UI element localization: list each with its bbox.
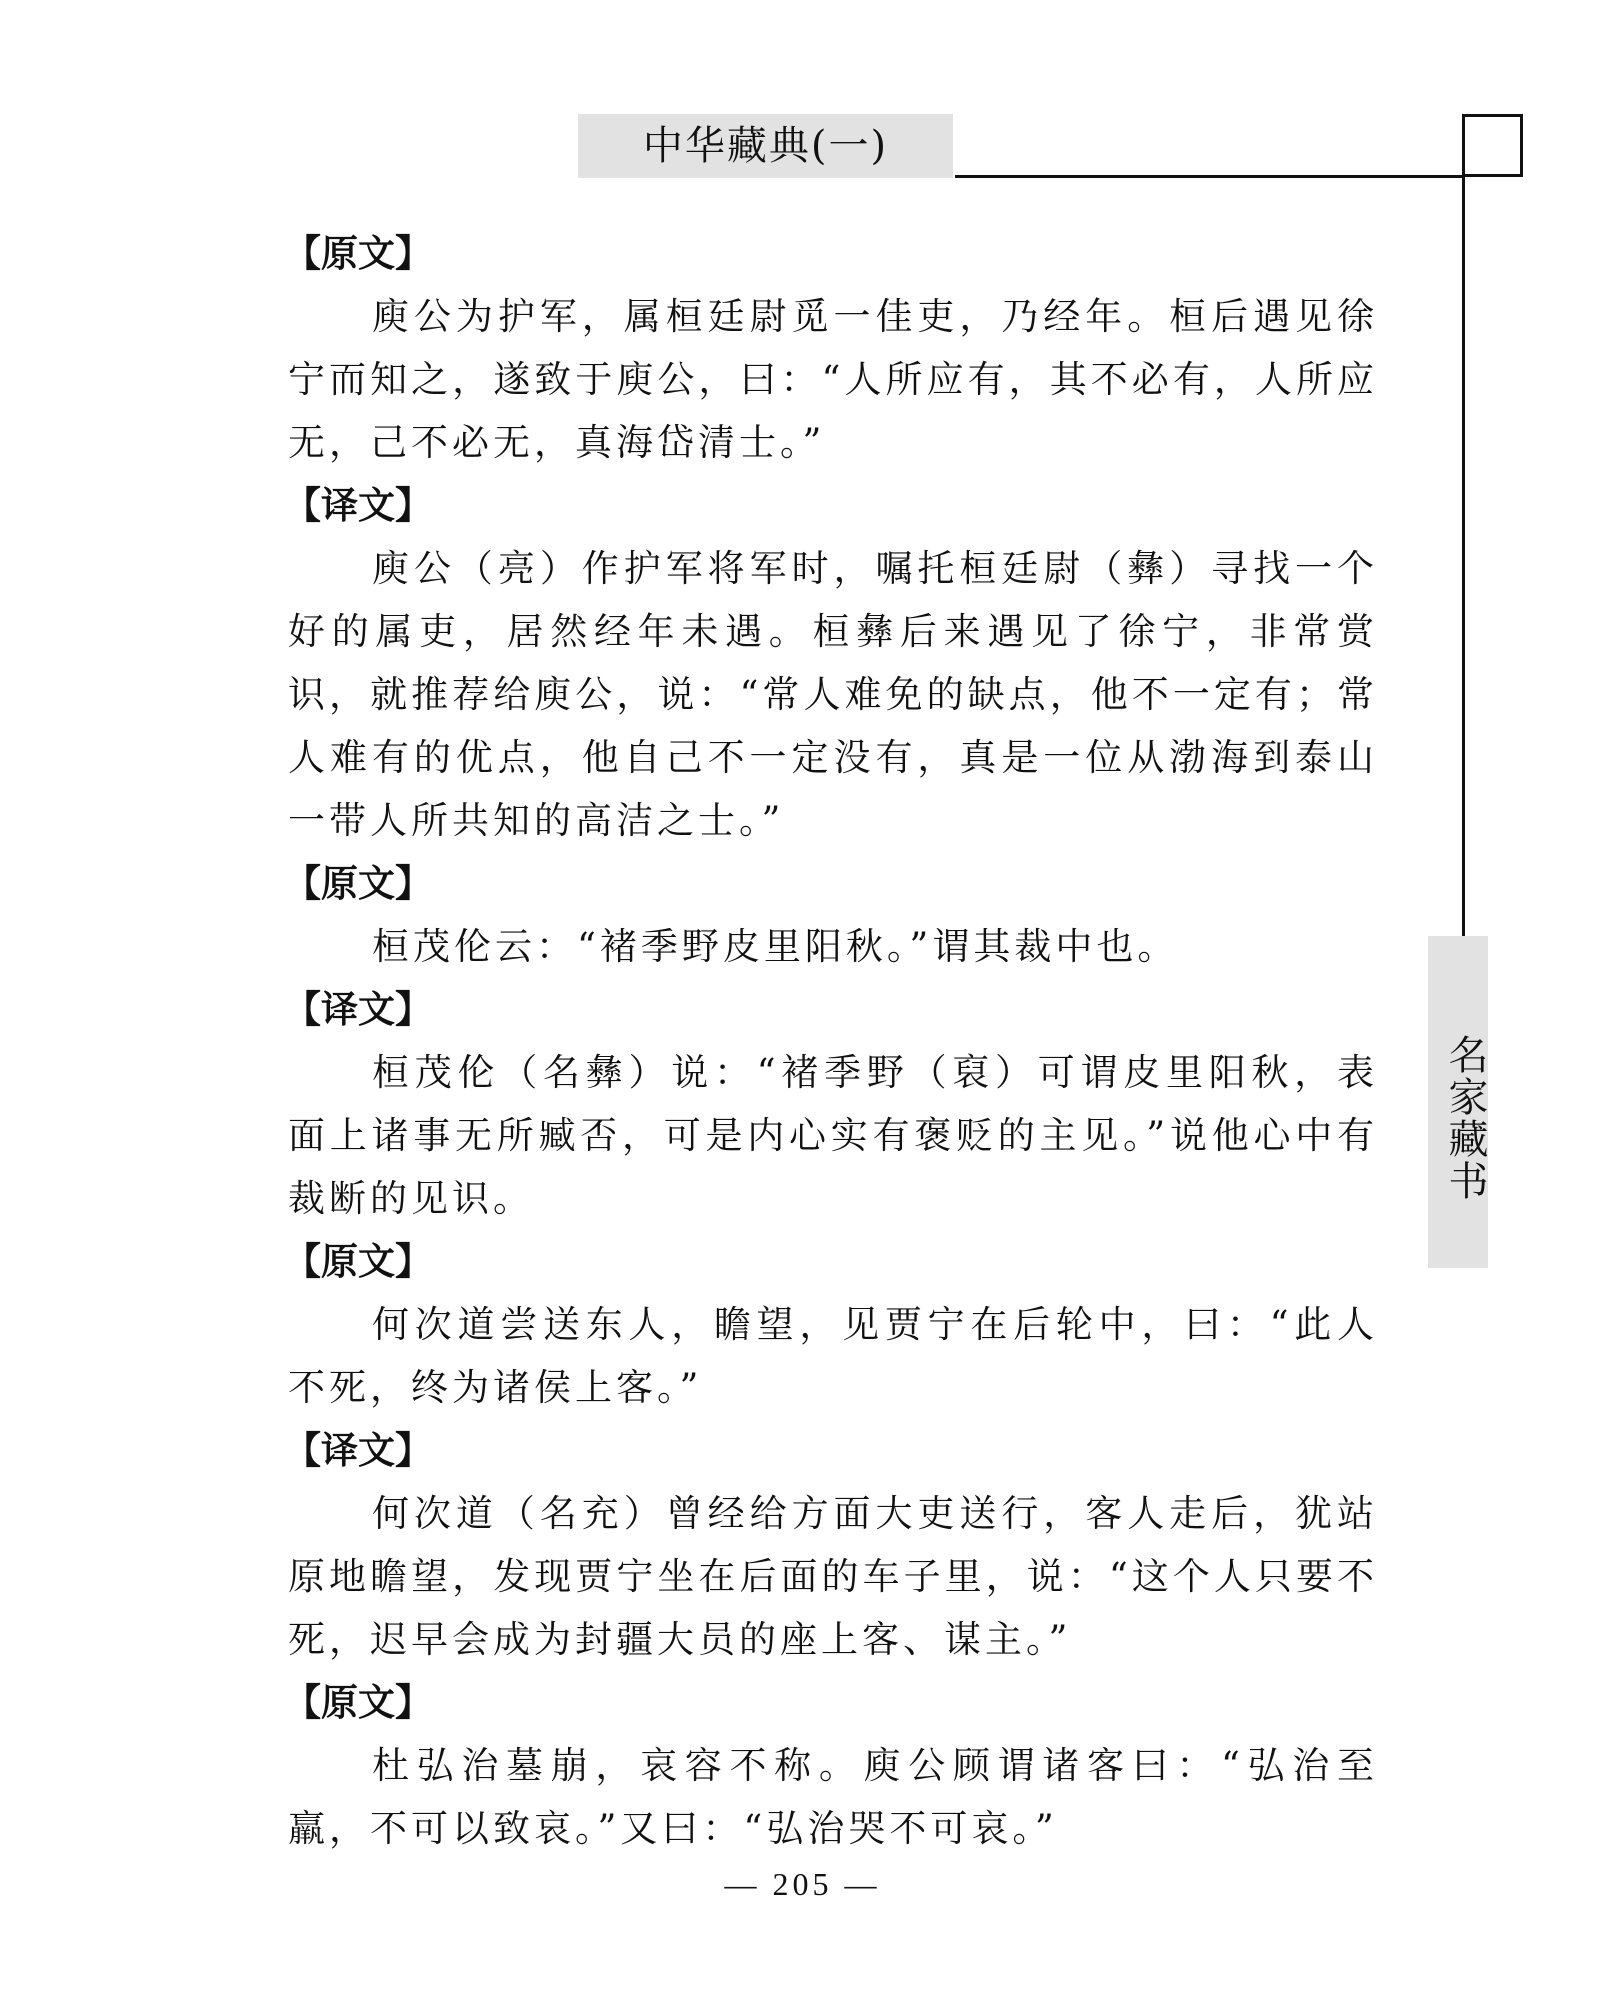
page-body <box>284 222 1378 1860</box>
header-corner-box <box>1462 114 1523 177</box>
margin-vertical-rule <box>1462 114 1465 936</box>
page-number: — 205 — <box>724 1866 881 1902</box>
running-header-title: 中华藏典(一) <box>578 114 953 178</box>
section-text: 庾公为护军，属桓廷尉觅一佳吏，乃经年。桓后遇见徐宁而知之，遂致于庾公，曰：“人所应有，其不必有，人所应无，己不必无，真海岱清士。” <box>288 295 1378 464</box>
section <box>284 1671 1378 1860</box>
section-heading: 【原文】 <box>284 232 432 275</box>
section-text: 杜弘治墓崩，哀容不称。庾公顾谓诸客曰：“弘治至羸，不可以致哀。”又曰：“弘治哭不可哀。” <box>288 1744 1378 1850</box>
section-heading: 【原文】 <box>284 1681 432 1724</box>
section-text: 何次道（名充）曾经给方面大吏送行，客人走后，犹站原地瞻望，发现贾宁坐在后面的车子里，说：“这个人只要不死，迟早会成为封疆大员的座上客、谋主。” <box>288 1492 1378 1661</box>
side-tab-label: 名家藏书 <box>1428 936 1488 1268</box>
section-heading: 【译文】 <box>284 1429 432 1472</box>
section-heading: 【原文】 <box>284 862 432 905</box>
section-text: 何次道尝送东人，瞻望，见贾宁在后轮中，曰：“此人不死，终为诸侯上客。” <box>288 1303 1378 1409</box>
section-heading: 【译文】 <box>284 484 432 527</box>
section-heading: 【原文】 <box>284 1240 432 1283</box>
header-rule <box>955 175 1464 178</box>
section-text: 桓茂伦云：“褚季野皮里阳秋。”谓其裁中也。 <box>372 925 1179 968</box>
section-text: 庾公（亮）作护军将军时，嘱托桓廷尉（彝）寻找一个好的属吏，居然经年未遇。桓彝后来遇见了徐宁，非常赏识，就推荐给庾公，说：“常人难免的缺点，他不一定有；常人难有的优点，他自己不一定没有，真是一位从渤海到泰山一带人所共知的高洁之士。” <box>288 547 1378 842</box>
section <box>284 1419 1378 1671</box>
section <box>284 474 1378 852</box>
section <box>284 222 1378 474</box>
section <box>284 1230 1378 1419</box>
section-heading: 【译文】 <box>284 988 432 1031</box>
section <box>284 852 1378 978</box>
section-text: 桓茂伦（名彝）说：“褚季野（裒）可谓皮里阳秋，表面上诸事无所臧否，可是内心实有褒贬的主见。”说他心中有裁断的见识。 <box>288 1051 1378 1220</box>
section <box>284 978 1378 1230</box>
